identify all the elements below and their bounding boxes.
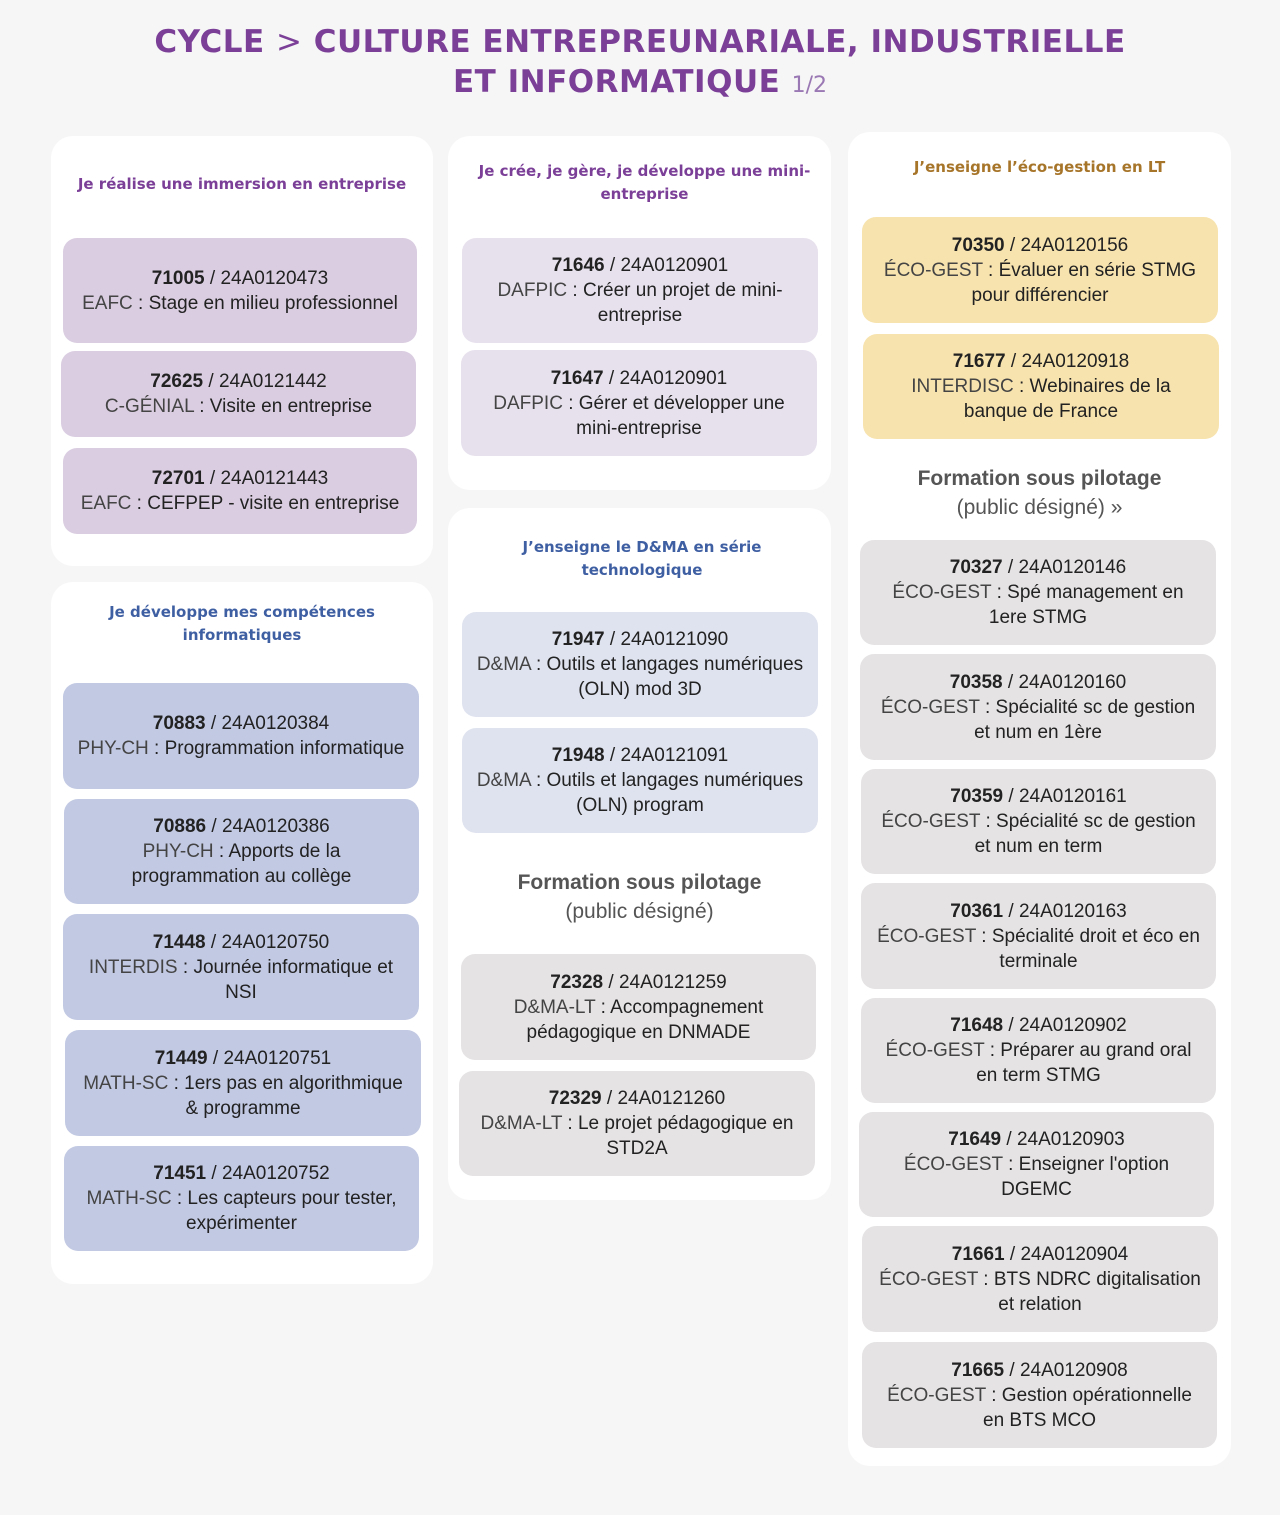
domain-label: D&MA-LT bbox=[513, 996, 596, 1018]
session-card[interactable] bbox=[859, 1112, 1214, 1217]
session-id: 24A0121090 bbox=[620, 629, 729, 650]
module-code: 71448 bbox=[152, 931, 206, 953]
module-code: 71665 bbox=[951, 1359, 1005, 1381]
title-cycle: CYCLE bbox=[154, 24, 265, 60]
title-line-2 bbox=[0, 62, 1280, 106]
session-card[interactable] bbox=[462, 728, 818, 833]
module-code: 71649 bbox=[948, 1129, 1002, 1150]
pilotage-heading bbox=[448, 868, 831, 926]
module-code: 70327 bbox=[949, 557, 1003, 578]
session-id: 24A0120901 bbox=[620, 255, 729, 276]
domain-label: DAFPIC bbox=[497, 280, 568, 301]
session-card[interactable] bbox=[862, 1226, 1218, 1332]
card-body: ÉCO-GEST : Spécialité sc de gestion et num en 1ère bbox=[880, 696, 1196, 743]
card-body: ÉCO-GEST : BTS NDRC digitalisation et relation bbox=[879, 1268, 1201, 1315]
card-body: ÉCO-GEST : Gestion opérationnelle en BTS MCO bbox=[887, 1384, 1192, 1431]
session-title: Gestion opérationnelle en BTS MCO bbox=[983, 1384, 1192, 1431]
pilotage-label: Formation sous pilotage bbox=[517, 871, 762, 894]
card-body: D&MA-LT : Le projet pédagogique en STD2A bbox=[480, 1113, 794, 1159]
session-card[interactable] bbox=[863, 334, 1219, 439]
module-code: 71451 bbox=[153, 1163, 207, 1184]
module-code: 72701 bbox=[151, 468, 205, 489]
card-body: ÉCO-GEST : Spécialité droit et éco en terminale bbox=[877, 925, 1200, 972]
card-head: 71649 / 24A0120903 bbox=[948, 1129, 1125, 1150]
domain-label: EAFC bbox=[82, 292, 133, 314]
module-code: 70361 bbox=[950, 900, 1004, 922]
session-id: 24A0120918 bbox=[1021, 351, 1130, 372]
domain-label: ÉCO-GEST bbox=[903, 1154, 1003, 1175]
domain-label: ÉCO-GEST bbox=[887, 1384, 986, 1406]
domain-label: ÉCO-GEST bbox=[877, 925, 976, 947]
session-card[interactable] bbox=[862, 1342, 1217, 1448]
card-head: 72625 / 24A0121442 bbox=[150, 371, 327, 392]
card-body: MATH-SC : 1ers pas en algorithmique & programme bbox=[83, 1072, 403, 1119]
module-code: 70883 bbox=[152, 713, 206, 734]
session-id: 24A0120384 bbox=[221, 713, 330, 734]
card-head: 72329 / 24A0121260 bbox=[548, 1088, 726, 1109]
card-body: ÉCO-GEST : Évaluer en série STMG pour différencier bbox=[883, 259, 1197, 306]
session-card[interactable] bbox=[65, 1030, 421, 1136]
session-id: 24A0120386 bbox=[221, 816, 330, 837]
card-body: DAFPIC : Créer un projet de mini-entreprise bbox=[497, 280, 783, 326]
module-code: 71947 bbox=[551, 629, 605, 650]
card-head: 72701 / 24A0121443 bbox=[151, 468, 329, 489]
session-title: Le projet pédagogique en STD2A bbox=[577, 1113, 794, 1159]
domain-label: PHY-CH bbox=[142, 841, 214, 862]
session-card[interactable] bbox=[462, 238, 818, 343]
domain-label: C-GÉNIAL bbox=[104, 396, 194, 417]
domain-label: ÉCO-GEST bbox=[879, 1268, 979, 1290]
card-head: 71449 / 24A0120751 bbox=[154, 1047, 332, 1069]
session-id: 24A0121091 bbox=[620, 745, 729, 766]
domain-label: ÉCO-GEST bbox=[892, 582, 992, 603]
card-head: 70350 / 24A0120156 bbox=[951, 234, 1129, 256]
panel-title: Je développe mes compétences informatiques bbox=[109, 603, 375, 644]
card-head: 71948 / 24A0121091 bbox=[551, 745, 729, 766]
card-head: 70886 / 24A0120386 bbox=[153, 816, 330, 837]
card-head: 70327 / 24A0120146 bbox=[949, 557, 1127, 578]
card-body: D&MA : Outils et langages numériques (OLN) program bbox=[476, 770, 804, 816]
session-id: 24A0120750 bbox=[221, 931, 330, 953]
session-title: Journée informatique et NSI bbox=[193, 956, 394, 1003]
session-title: BTS NDRC digitalisation et relation bbox=[993, 1268, 1201, 1315]
session-title: Créer un projet de mini-entreprise bbox=[582, 280, 783, 326]
session-card[interactable] bbox=[861, 769, 1216, 874]
session-id: 24A0120473 bbox=[220, 267, 329, 289]
module-code: 71449 bbox=[154, 1047, 208, 1069]
module-code: 72329 bbox=[548, 1088, 602, 1109]
panel-immersion bbox=[51, 136, 433, 566]
card-body: MATH-SC : Les capteurs pour tester, expérimenter bbox=[86, 1188, 397, 1234]
card-head: 71947 / 24A0121090 bbox=[551, 629, 729, 650]
session-title: Les capteurs pour tester, expérimenter bbox=[186, 1188, 397, 1234]
module-code: 70350 bbox=[951, 234, 1005, 256]
session-title: Accompagnement pédagogique en DNMADE bbox=[526, 996, 764, 1043]
domain-label: ÉCO-GEST bbox=[880, 696, 980, 718]
module-code: 71661 bbox=[951, 1243, 1005, 1265]
domain-label: D&MA-LT bbox=[480, 1113, 563, 1134]
session-id: 24A0120904 bbox=[1020, 1243, 1129, 1265]
domain-label: MATH-SC bbox=[83, 1072, 169, 1094]
session-title: Programmation informatique bbox=[164, 738, 405, 759]
panel-eco-gestion bbox=[848, 132, 1231, 1466]
session-title: Spécialité droit et éco en terminale bbox=[991, 925, 1200, 972]
session-card[interactable] bbox=[64, 1146, 419, 1251]
card-head: 71661 / 24A0120904 bbox=[951, 1243, 1129, 1265]
pilotage-sub: (public désigné) bbox=[565, 900, 714, 923]
card-head: 71646 / 24A0120901 bbox=[551, 255, 729, 276]
panel-title: Je crée, je gère, je développe une mini-entreprise bbox=[478, 162, 811, 203]
session-card[interactable] bbox=[462, 612, 818, 717]
card-head: 70883 / 24A0120384 bbox=[152, 713, 330, 734]
session-card[interactable] bbox=[63, 238, 417, 343]
card-body: DAFPIC : Gérer et développer une mini-entreprise bbox=[493, 392, 785, 439]
card-body: ÉCO-GEST : Préparer au grand oral en term STMG bbox=[885, 1040, 1192, 1086]
card-body: D&MA : Outils et langages numériques (OLN) mod 3D bbox=[476, 654, 804, 700]
domain-label: EAFC bbox=[80, 493, 132, 514]
session-card[interactable] bbox=[61, 351, 416, 437]
module-code: 71648 bbox=[950, 1015, 1004, 1036]
session-title: CEFPEP - visite en entreprise bbox=[147, 493, 400, 514]
panel-title: J’enseigne le D&MA en série technologique bbox=[522, 538, 762, 579]
session-id: 24A0121442 bbox=[218, 371, 327, 392]
module-code: 71005 bbox=[151, 267, 205, 289]
session-id: 24A0120751 bbox=[223, 1047, 332, 1069]
session-id: 24A0120901 bbox=[619, 367, 728, 389]
session-id: 24A0120902 bbox=[1018, 1015, 1127, 1036]
session-card[interactable] bbox=[860, 654, 1216, 760]
card-body: PHY-CH : Apports de la programmation au collège bbox=[131, 841, 352, 887]
card-body: ÉCO-GEST : Enseigner l'option DGEMC bbox=[903, 1154, 1170, 1200]
module-code: 71948 bbox=[551, 745, 605, 766]
card-body: PHY-CH : Programmation informatique bbox=[77, 738, 405, 759]
session-title: Préparer au grand oral en term STMG bbox=[976, 1040, 1192, 1086]
card-head: 72328 / 24A0121259 bbox=[550, 971, 727, 993]
session-id: 24A0120903 bbox=[1016, 1129, 1125, 1150]
domain-label: INTERDIS bbox=[88, 956, 178, 978]
session-id: 24A0120752 bbox=[221, 1163, 330, 1184]
session-id: 24A0121443 bbox=[220, 468, 329, 489]
domain-label: PHY-CH bbox=[77, 738, 149, 759]
page-title bbox=[0, 22, 1280, 106]
domain-label: DAFPIC bbox=[493, 392, 563, 414]
module-code: 72328 bbox=[550, 971, 604, 993]
card-head: 71451 / 24A0120752 bbox=[153, 1163, 330, 1184]
pilotage-heading bbox=[848, 464, 1231, 522]
pilotage-sub: (public désigné) » bbox=[956, 496, 1123, 519]
card-head: 70361 / 24A0120163 bbox=[950, 900, 1127, 922]
session-title: Spécialité sc de gestion et num en 1ère bbox=[974, 696, 1196, 743]
module-code: 70358 bbox=[949, 671, 1003, 693]
session-title: Spécialité sc de gestion et num en term bbox=[974, 811, 1196, 857]
module-code: 71677 bbox=[952, 351, 1006, 372]
session-title: Enseigner l'option DGEMC bbox=[1001, 1154, 1170, 1200]
session-id: 24A0120156 bbox=[1020, 234, 1129, 256]
session-id: 24A0120163 bbox=[1018, 900, 1127, 922]
session-title: Spé management en 1ere STMG bbox=[988, 582, 1184, 628]
module-code: 70886 bbox=[153, 816, 207, 837]
session-id: 24A0120908 bbox=[1019, 1359, 1128, 1381]
domain-label: D&MA bbox=[476, 770, 531, 791]
session-id: 24A0121260 bbox=[617, 1088, 726, 1109]
card-head: 71005 / 24A0120473 bbox=[151, 267, 329, 289]
module-code: 71646 bbox=[551, 255, 605, 276]
session-card[interactable] bbox=[63, 683, 419, 789]
session-title: Outils et langages numériques (OLN) program bbox=[546, 770, 804, 816]
domain-label: ÉCO-GEST bbox=[881, 811, 981, 832]
session-card[interactable] bbox=[459, 1071, 815, 1176]
session-card[interactable] bbox=[461, 954, 816, 1060]
panel-title: J’enseigne l’éco-gestion en LT bbox=[913, 158, 1166, 176]
domain-label: MATH-SC bbox=[86, 1188, 172, 1209]
session-title: Apports de la programmation au collège bbox=[131, 841, 352, 887]
title-text-2: ET INFORMATIQUE bbox=[452, 64, 781, 100]
module-code: 72625 bbox=[150, 371, 204, 392]
card-body: D&MA-LT : Accompagnement pédagogique en DNMADE bbox=[513, 996, 764, 1043]
session-id: 24A0120146 bbox=[1018, 557, 1127, 578]
domain-label: ÉCO-GEST bbox=[885, 1040, 985, 1061]
session-title: Stage en milieu professionnel bbox=[148, 292, 398, 314]
card-body: INTERDIS : Journée informatique et NSI bbox=[88, 956, 394, 1003]
session-id: 24A0120160 bbox=[1018, 671, 1127, 693]
card-body: EAFC : Stage en milieu professionnel bbox=[82, 292, 398, 314]
panel-dma bbox=[448, 508, 831, 1200]
title-separator: > bbox=[275, 24, 303, 60]
panel-informatique bbox=[51, 582, 433, 1284]
session-title: Webinaires de la banque de France bbox=[963, 376, 1171, 422]
session-id: 24A0121259 bbox=[618, 971, 727, 993]
session-id: 24A0120161 bbox=[1018, 786, 1127, 807]
card-head: 70358 / 24A0120160 bbox=[949, 671, 1127, 693]
card-head: 71677 / 24A0120918 bbox=[952, 351, 1130, 372]
session-card[interactable] bbox=[63, 914, 419, 1020]
session-card[interactable] bbox=[64, 799, 419, 904]
card-body: EAFC : CEFPEP - visite en entreprise bbox=[80, 493, 400, 514]
session-card[interactable] bbox=[862, 217, 1218, 323]
page-indicator: 1/2 bbox=[791, 73, 827, 98]
session-title: Évaluer en série STMG pour différencier bbox=[971, 259, 1197, 306]
domain-label: INTERDISC bbox=[911, 376, 1014, 397]
title-line-1 bbox=[0, 22, 1280, 62]
session-title: 1ers pas en algorithmique & programme bbox=[184, 1072, 403, 1119]
card-head: 71665 / 24A0120908 bbox=[951, 1359, 1128, 1381]
session-title: Visite en entreprise bbox=[209, 396, 373, 417]
card-head: 71647 / 24A0120901 bbox=[550, 367, 728, 389]
pilotage-label: Formation sous pilotage bbox=[917, 467, 1162, 490]
session-title: Outils et langages numériques (OLN) mod 3D bbox=[546, 654, 804, 700]
module-code: 70359 bbox=[950, 786, 1004, 807]
domain-label: D&MA bbox=[476, 654, 531, 675]
session-card[interactable] bbox=[461, 350, 817, 456]
module-code: 71647 bbox=[550, 367, 604, 389]
session-title: Gérer et développer une mini-entreprise bbox=[576, 392, 785, 439]
card-body: ÉCO-GEST : Spécialité sc de gestion et num en term bbox=[881, 811, 1196, 857]
session-card[interactable] bbox=[861, 998, 1216, 1103]
card-head: 71648 / 24A0120902 bbox=[950, 1015, 1127, 1036]
session-card[interactable] bbox=[861, 883, 1216, 989]
domain-label: ÉCO-GEST bbox=[883, 259, 983, 281]
card-body: C-GÉNIAL : Visite en entreprise bbox=[104, 396, 373, 417]
session-card[interactable] bbox=[63, 448, 417, 534]
panel-title: Je réalise une immersion en entreprise bbox=[77, 175, 407, 193]
card-body: ÉCO-GEST : Spé management en 1ere STMG bbox=[892, 582, 1184, 628]
title-text-1: CULTURE ENTREPREUNARIALE, INDUSTRIELLE bbox=[313, 24, 1126, 60]
card-body: INTERDISC : Webinaires de la banque de France bbox=[911, 376, 1171, 422]
panel-mini-entreprise bbox=[448, 136, 831, 490]
card-head: 71448 / 24A0120750 bbox=[152, 931, 330, 953]
card-head: 70359 / 24A0120161 bbox=[950, 786, 1127, 807]
session-card[interactable] bbox=[860, 540, 1216, 645]
